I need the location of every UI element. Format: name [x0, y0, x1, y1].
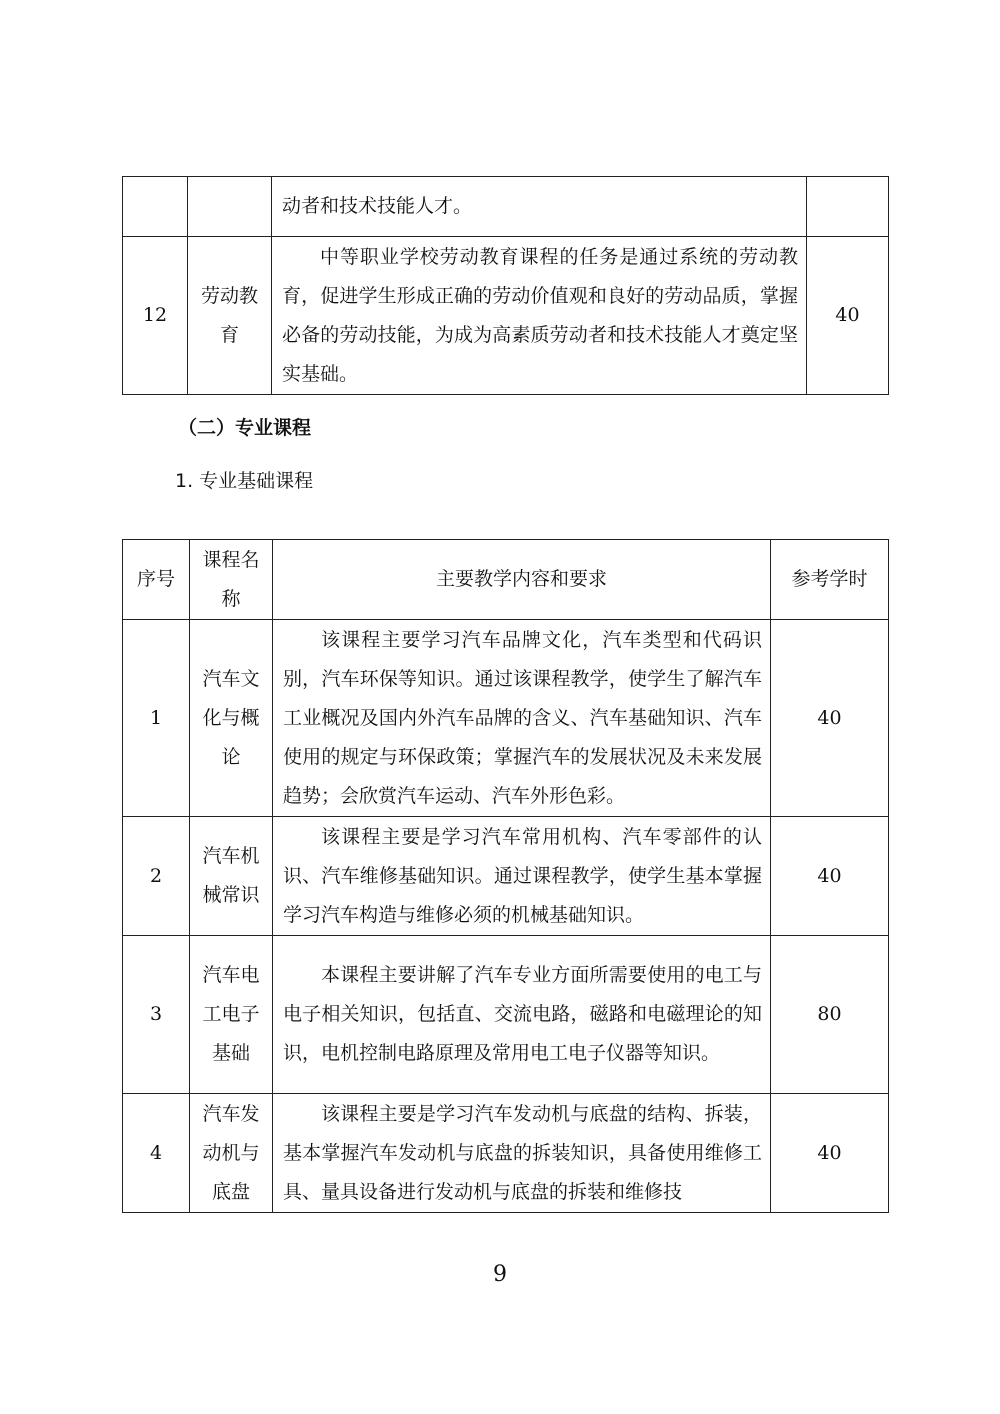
course-content [273, 1094, 771, 1213]
row-number: 2 [123, 817, 190, 936]
course-name: 汽车电工电子基础 [190, 936, 273, 1094]
subsection-heading: 1. 专业基础课程 [175, 470, 314, 492]
row-number: 1 [123, 620, 190, 817]
table-row [123, 177, 889, 237]
course-table-continued [122, 176, 889, 395]
row-number [123, 177, 188, 237]
table-header-row [123, 540, 889, 620]
page-number: 9 [493, 1262, 507, 1287]
course-content-text: 动者和技术技能人才。 [282, 195, 473, 217]
course-hours: 40 [771, 817, 889, 936]
course-content-text: 本课程主要讲解了汽车专业方面所需要使用的电工与电子相关知识，包括直、交流电路，磁路和电磁理论的知识，电机控制电路原理及常用电工电子仪器等知识。 [283, 964, 762, 1064]
row-number: 12 [123, 237, 188, 395]
course-hours: 80 [771, 936, 889, 1094]
course-name: 劳动教育 [188, 237, 272, 395]
course-hours [807, 177, 889, 237]
course-content [273, 817, 771, 936]
course-name: 汽车机械常识 [190, 817, 273, 936]
course-content-text: 该课程主要学习汽车品牌文化，汽车类型和代码识别，汽车环保等知识。通过该课程教学，使学生了解汽车工业概况及国内外汽车品牌的含义、汽车基础知识、汽车使用的规定与环保政策；掌握汽车的发展状况及未来发展趋势；会欣赏汽车运动、汽车外形色彩。 [283, 628, 762, 807]
header-content: 主要教学内容和要求 [273, 540, 771, 620]
course-hours: 40 [771, 1094, 889, 1213]
row-number: 3 [123, 936, 190, 1094]
table-row [123, 1094, 889, 1213]
table-row [123, 620, 889, 817]
course-name: 汽车发动机与底盘 [190, 1094, 273, 1213]
course-content [273, 620, 771, 817]
course-content-text: 中等职业学校劳动教育课程的任务是通过系统的劳动教育，促进学生形成正确的劳动价值观和良好的劳动品质，掌握必备的劳动技能，为成为高素质劳动者和技术技能人才奠定坚实基础。 [282, 245, 798, 385]
header-name: 课程名称 [190, 540, 273, 620]
course-content [272, 177, 807, 237]
table-row [123, 817, 889, 936]
header-hours: 参考学时 [771, 540, 889, 620]
course-hours: 40 [807, 237, 889, 395]
course-name [188, 177, 272, 237]
course-content [273, 936, 771, 1094]
header-no: 序号 [123, 540, 190, 620]
table-row [123, 237, 889, 395]
table-row [123, 936, 889, 1094]
professional-basic-courses-table [122, 539, 889, 1213]
course-name: 汽车文化与概论 [190, 620, 273, 817]
course-hours: 40 [771, 620, 889, 817]
row-number: 4 [123, 1094, 190, 1213]
course-content [272, 237, 807, 395]
section-heading: （二）专业课程 [178, 417, 312, 439]
course-content-text: 该课程主要是学习汽车常用机构、汽车零部件的认识、汽车维修基础知识。通过课程教学，使学生基本掌握学习汽车构造与维修必须的机械基础知识。 [283, 825, 762, 926]
course-content-text: 该课程主要是学习汽车发动机与底盘的结构、拆装，基本掌握汽车发动机与底盘的拆装知识，具备使用维修工具、量具设备进行发动机与底盘的拆装和维修技 [283, 1102, 762, 1203]
